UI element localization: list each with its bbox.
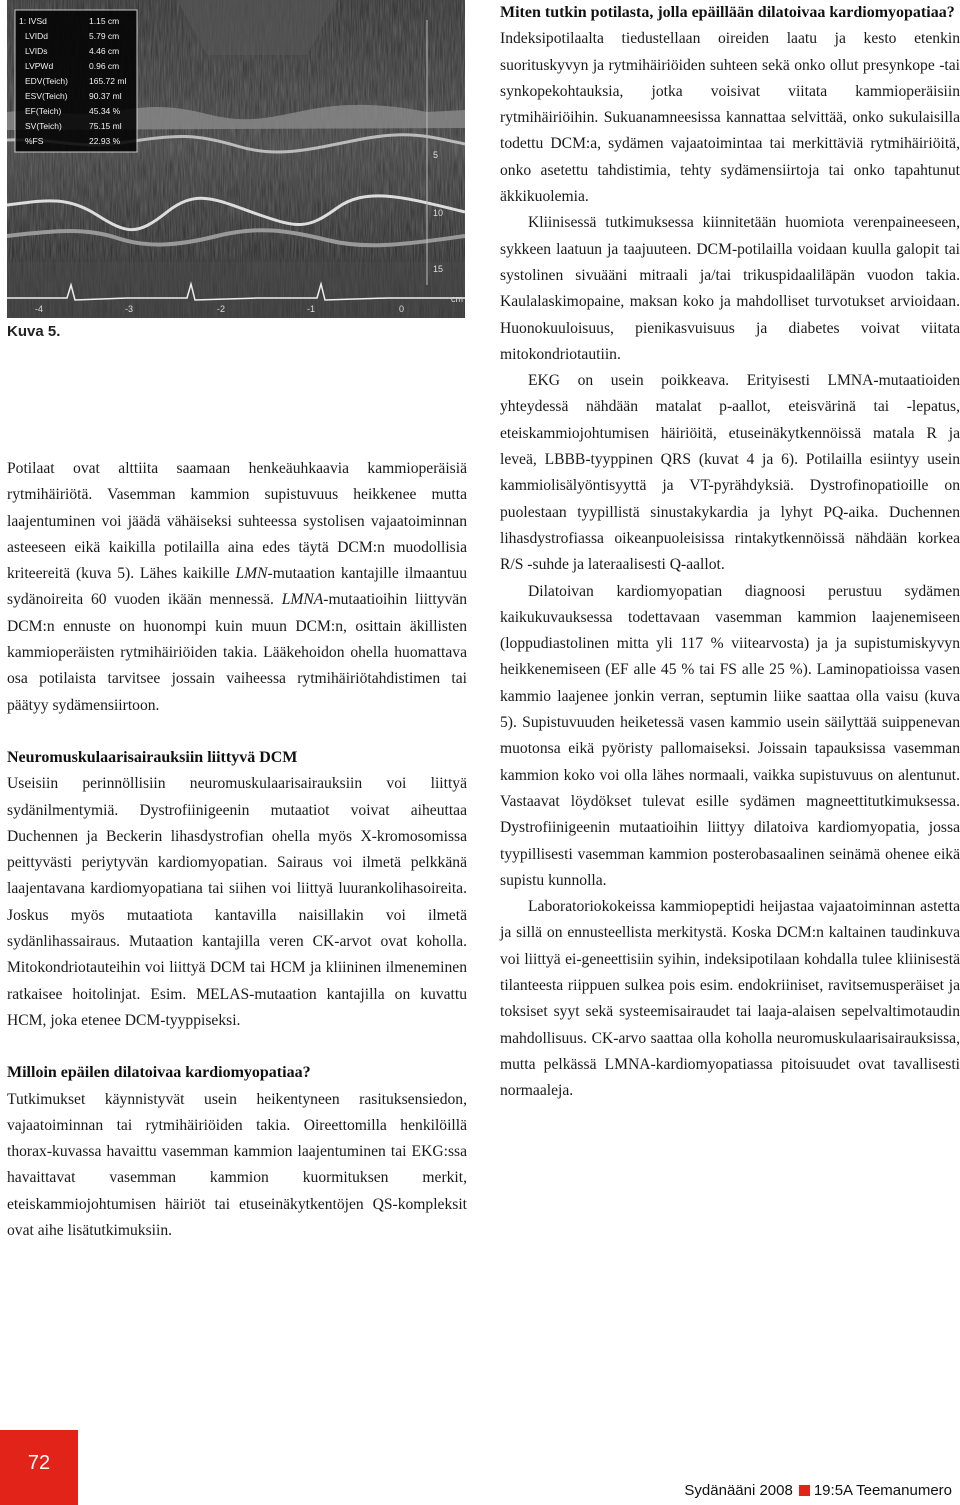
readout-label-1: 1: IVSd xyxy=(19,16,47,26)
readout-label-2: LVIDd xyxy=(25,31,48,41)
readout-label-5: EDV(Teich) xyxy=(25,76,68,86)
scale-right-unit: cm xyxy=(451,294,463,304)
heading-neuromuscular: Neuromuskulaarisairauksiin liittyvä DCM xyxy=(7,748,298,766)
readout-value-2: 5.79 cm xyxy=(89,31,120,41)
readout-value-8: 75.15 ml xyxy=(89,121,122,131)
readout-value-5: 165.72 ml xyxy=(89,76,127,86)
heading-how-examine: Miten tutkin potilasta, jolla epäillään dilatoivaa kardiomyopatiaa? xyxy=(500,4,955,21)
paragraph-history: Indeksipotilaalta tiedustellaan oireiden laatu ja kesto etenkin suorituskyvyn ja rytmihäiriöiden suhteen sekä onko ollut presynkope -tai synkopekohtauksia, jotka voisivat viitata kammioperäisiin rytmihäiriöihin. Sukuanamneesissa kannattaa selvittää, onko sukulaisilla todettu DCM:a, sydämen vajaatoimintaa tai merkittäviä rytmihäiriöitä, onko asetettu tahdistimia, tehty sydämensiirtoja tai onko tapahtunut äkkikuolemia. xyxy=(500,30,960,206)
readout-label-6: ESV(Teich) xyxy=(25,91,68,101)
readout-value-6: 90.37 ml xyxy=(89,91,122,101)
readout-label-4: LVPWd xyxy=(25,61,54,71)
paragraph-laboratory: Laboratoriokokeissa kammiopeptidi heijastaa vajaatoiminnan astetta ja sillä on ennusteellista merkitystä. Koska DCM:n kaltainen taudinkuva voi liittyä ei-geneettisiin syihin, indeksipotilaan kohdalla tulee kliinisestä tilanteesta riippuen sulkea pois esim. endokriiniset, ravitsemusperäiset ja toksiset syyt sekä systeemisairaudet tai laaja-alaisen sepelvaltimotaudin mahdollisuus. CK-arvo saattaa olla koholla neuromuskulaarisairauksissa, mutta pelkässä LMNA-kardiomyopatiassa pitoisuudet ovat tavallisesti normaaleja. xyxy=(500,898,960,1100)
paragraph-diagnosis: Dilatoivan kardiomyopatian diagnoosi perustuu sydämen kaikukuvauksessa todettavaan vasemman kammion laajenemiseen (loppudiastolinen mitta yli 117 % viitearvosta) ja ja supistumiskyvyn heikkenemiseen (EF alle 45 % tai FS alle 25 %). Laminopatioissa vasen kammio laajenee jonkin verran, septumin liike saattaa olla vaisu (kuva 5). Supistuvuuden heiketessä vasen kammio usein säilyttää suippenevan muotonsa eikä pyöristy pallomaiseksi. Joissain tapauksissa vasemman kammion koko voi olla lähes normaali, vaikka supistuvuus on alentunut. Vastaavat löydökset tulevat esille sydämen magneettitutkimuksessa. Dystrofiinigeenin mutaatioihin liittyy dilatoiva kardiomyopatia, jossa tyypillisesti vasemman kammion posterobasaalinen seinämä ohenee eikä supistu kunnolla. xyxy=(500,582,960,889)
paragraph-clinical-exam: Kliinisessä tutkimuksessa kiinnitetään huomiota verenpaineeseen, sykkeen laatuun ja taajuuteen. DCM-potilailla voidaan kuulla galopit tai systolinen sivuääni mitraali ja/tai trikuspidaaliläpän vuodon takia. Kaulalaskimopaine, maksan koko ja mahdolliset turvotukset arvioidaan. Huonokuuloisuus, pienikasvuisuus ja diabetes voivat viitata mitokondriotautiin. xyxy=(500,214,960,363)
heading-when-suspect: Milloin epäilen dilatoivaa kardiomyopatiaa? xyxy=(7,1064,311,1082)
scale-right-5: 5 xyxy=(433,150,439,160)
scale-right-10: 10 xyxy=(433,208,444,218)
paragraph-risk: Potilaat ovat alttiita saamaan henkeäuhkaavia kammioperäisiä rytmihäiriötä. Vasemman kammion supistuvuus heikkenee mutta laajentuminen voi jäädä vähäiseksi suhteessa systolisen vajaatoiminnan asteeseen eikä kaikilla potilailla aina edes täytä DCM:n muodollisia kriteereitä (kuva 5). Lähes kaikille LMN-mutaation kantajille ilmaantuu sydänoireita 60 vuoden ikään mennessä. LMNA-mutaatioihin liittyvän DCM:n ennuste on huonompi kuin muun DCM:n, osittain äkillisten kammioperäisten rytmihäiriöiden takia. Lääkehoidon ohella huomattava osa potilaista tarvitsee jossain vaiheessa rytmihäiriötahdistimen tai päätyy sydämensiirtoon. xyxy=(7,460,468,714)
gene-name-lmn: LMN xyxy=(235,565,268,583)
red-square-icon xyxy=(799,1485,810,1496)
issue-name: 19:5A Teemanumero xyxy=(813,1482,952,1499)
scale-bottom-5: 0 xyxy=(399,304,405,314)
scale-bottom-2: -3 xyxy=(125,304,134,314)
readout-value-1: 1.15 cm xyxy=(89,16,120,26)
readout-label-3: LVIDs xyxy=(25,46,48,56)
echocardiogram-image xyxy=(7,0,465,318)
scale-bottom-1: -4 xyxy=(35,304,44,314)
readout-value-9: 22.93 % xyxy=(89,136,121,146)
left-column xyxy=(7,456,467,1244)
readout-value-7: 45.34 % xyxy=(89,106,121,116)
scale-bottom-3: -2 xyxy=(217,304,226,314)
paragraph-ecg: EKG on usein poikkeava. Erityisesti LMNA-mutaatioiden yhteydessä nähdään matalat p-aallot, eteisvärinä tai -lepatus, eteiskammiojohtumisen häiriöitä, etuseinäkytkennöissä matala R ja leveä, LBBB-tyyppinen QRS (kuvat 4 ja 6). Potilailla esiintyy usein kammiolisälyöntisyyttä ja VT-pyrähdyksiä. Dystrofinopatioille on puolestaan tyypillistä sinustakykardia ja lyhyt PQ-aika. Duchennen lihasdystrofiassa oikeanpuoleisissa rintakytkennöissä nähdään korkea R/S -suhde ja lateraalisesti Q-aallot. xyxy=(500,372,960,574)
readout-label-8: SV(Teich) xyxy=(25,121,62,131)
readout-value-3: 4.46 cm xyxy=(89,46,120,56)
figure-caption: Kuva 5. xyxy=(7,323,61,340)
readout-label-7: EF(Teich) xyxy=(25,106,62,116)
readout-value-4: 0.96 cm xyxy=(89,61,120,71)
scale-bottom-4: -1 xyxy=(307,304,316,314)
readout-label-9: %FS xyxy=(25,136,44,146)
page-number: 72 xyxy=(27,1452,51,1474)
scale-right-15: 15 xyxy=(433,264,444,274)
gene-name-lmna: LMNA xyxy=(281,591,324,609)
paragraph-neuromuscular: Useisiin perinnöllisiin neuromuskulaarisairauksiin voi liittyä sydänilmentymiä. Dystrofiinigeenin mutaatiot voivat aiheuttaa Duchennen ja Beckerin lihasdystrofian ohella myös X-kromosomissa peittyvästi periytyvän kardiomyopatian. Sairaus voi ilmetä pelkkänä laajentavana kardiomyopatiana tai siihen voi liittyä luurankolihasoireita. Joskus myös mutaatiota kantavilla naisillakin voi ilmetä sydänlihassairaus. Mutaation kantajilla veren CK-arvot ovat koholla. Mitokondriotauteihin voi liittyä DCM tai HCM ja kliininen ilmeneminen ratkaisee hoitolinjat. Esim. MELAS-mutaation kantajilla on kuvattu HCM, joka etenee DCM-tyyppiseksi. xyxy=(7,775,467,1029)
right-column xyxy=(500,0,960,1104)
publication-name: Sydänääni 2008 xyxy=(684,1482,793,1499)
publication-footer xyxy=(684,1482,952,1499)
paragraph-when-suspect: Tutkimukset käynnistyvät usein heikentyneen rasituksensiedon, vajaatoiminnan tai rytmihäiriöiden takia. Oireettomilla henkilöillä thorax-kuvassa havaittu vasemman kammion laajentuminen tai EKG:ssa havaittavat vasemman kammion kuormituksen merkit, eteiskammiojohtumisen häiriöt tai etuseinäkytkentöjen QS-kompleksit ovat aihe lisätutkimuksiin. xyxy=(7,1090,467,1240)
